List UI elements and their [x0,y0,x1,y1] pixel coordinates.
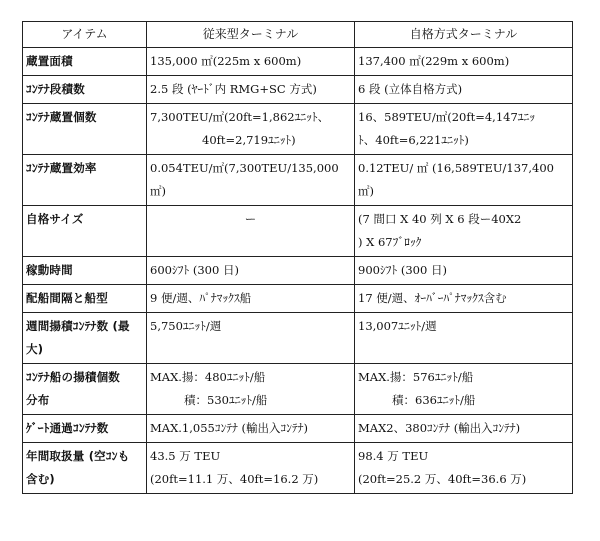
table-row [23,257,573,285]
value-text: 9 便/週、ﾊﾟﾅﾏｯｸｽ船 [150,291,252,305]
automated-value [355,48,573,76]
value-text: 5,750ﾕﾆｯﾄ/週 [150,319,222,333]
automated-value [355,257,573,285]
automated-value [355,155,573,206]
table-row [23,415,573,443]
value-text: 6 段 (立体自格方式) [358,82,463,96]
row-label-text: 分布 [26,393,50,407]
value-text: MAX.1,055ｺﾝﾃﾅ (輸出入ｺﾝﾃﾅ) [150,421,308,435]
value-text: 積：530ﾕﾆｯﾄ/船 [184,393,268,407]
table-row [23,104,573,155]
automated-value [355,206,573,257]
table-row [23,443,573,494]
value-text: MAX.揚：480ﾕﾆｯﾄ/船 [150,370,266,384]
value-text: ﾄ、40ft=6,221ﾕﾆｯﾄ) [358,133,469,147]
automated-value [355,415,573,443]
header-item: アイテム [23,22,147,48]
header-conventional-terminal: 従来型ターミナル [147,22,355,48]
automated-value [355,364,573,415]
value-text: 16、589TEU/㎡(20ft=4,147ﾕﾆｯ [358,110,536,124]
automated-value [355,443,573,494]
conventional-value [147,48,355,76]
row-label-text: 含む) [26,472,55,486]
automated-value [355,285,573,313]
value-text: ㎡) [358,184,374,198]
value-text: ㎡) [150,184,166,198]
row-label [23,285,147,313]
value-text: 7,300TEU/㎡(20ft=1,862ﾕﾆｯﾄ、 [150,110,330,124]
header-row [23,22,573,48]
value-text: 積：636ﾕﾆｯﾄ/船 [392,393,476,407]
row-label-text: 配船間隔と船型 [26,291,108,305]
table-row [23,48,573,76]
value-text: 0.054TEU/㎡(7,300TEU/135,000 [150,161,339,175]
row-label-text: 週間揚積ｺﾝﾃﾅ数 (最 [26,319,130,333]
row-label-text: ｺﾝﾃﾅ船の揚積個数 [26,370,120,384]
row-label [23,48,147,76]
value-text: 43.5 万 TEU [150,449,221,463]
row-label [23,155,147,206]
value-text: ) X 67ﾌﾞﾛｯｸ [358,235,422,249]
conventional-value [147,206,355,257]
row-label [23,364,147,415]
table-row [23,313,573,364]
table-row [23,206,573,257]
value-text: 600ｼﾌﾄ (300 日) [150,263,239,277]
automated-value [355,104,573,155]
row-label-text: 蔵置面積 [26,54,73,68]
table-row [23,364,573,415]
table-row [23,155,573,206]
row-label-text: ｺﾝﾃﾅ蔵置個数 [26,110,97,124]
value-text: (7 間口 X 40 列 X 6 段ー40X2 [358,212,522,226]
conventional-value [147,285,355,313]
row-label [23,313,147,364]
table-row [23,285,573,313]
row-label [23,104,147,155]
conventional-value [147,313,355,364]
value-text: 17 便/週、ｵｰﾊﾞｰﾊﾟﾅﾏｯｸｽ含む [358,291,507,305]
table-row [23,76,573,104]
automated-value [355,313,573,364]
row-label-text: ｺﾝﾃﾅ蔵置効率 [26,161,97,175]
value-text: 135,000 ㎡(225m x 600m) [150,54,302,68]
value-text: (20ft=25.2 万、40ft=36.6 万) [358,472,527,486]
row-label [23,443,147,494]
row-label-text: 稼動時間 [26,263,73,277]
value-text: ー [244,212,257,226]
conventional-value [147,364,355,415]
value-text: 40ft=2,719ﾕﾆｯﾄ) [202,133,296,147]
conventional-value [147,104,355,155]
row-label [23,415,147,443]
conventional-value [147,76,355,104]
row-label-text: 年間取扱量 (空ｺﾝも [26,449,130,463]
comparison-table [22,21,573,494]
value-text: (20ft=11.1 万、40ft=16.2 万) [150,472,319,486]
conventional-value [147,257,355,285]
row-label-text: 自格サイズ [26,212,84,226]
row-label [23,206,147,257]
row-label-text: 大) [26,342,44,356]
row-label [23,76,147,104]
conventional-value [147,443,355,494]
value-text: MAX.揚：576ﾕﾆｯﾄ/船 [358,370,474,384]
value-text: 137,400 ㎡(229m x 600m) [358,54,510,68]
row-label-text: ｹﾞｰﾄ通過ｺﾝﾃﾅ数 [26,421,109,435]
automated-value [355,76,573,104]
value-text: 13,007ﾕﾆｯﾄ/週 [358,319,437,333]
conventional-value [147,415,355,443]
row-label-text: ｺﾝﾃﾅ段積数 [26,82,85,96]
value-text: 0.12TEU/ ㎡ (16,589TEU/137,400 [358,161,554,175]
row-label [23,257,147,285]
value-text: MAX2、380ｺﾝﾃﾅ (輸出入ｺﾝﾃﾅ) [358,421,521,435]
header-automated-terminal: 自格方式ターミナル [355,22,573,48]
value-text: 98.4 万 TEU [358,449,429,463]
value-text: 900ｼﾌﾄ (300 日) [358,263,447,277]
value-text: 2.5 段 (ﾔｰﾄﾞ内 RMG+SC 方式) [150,82,317,96]
conventional-value [147,155,355,206]
